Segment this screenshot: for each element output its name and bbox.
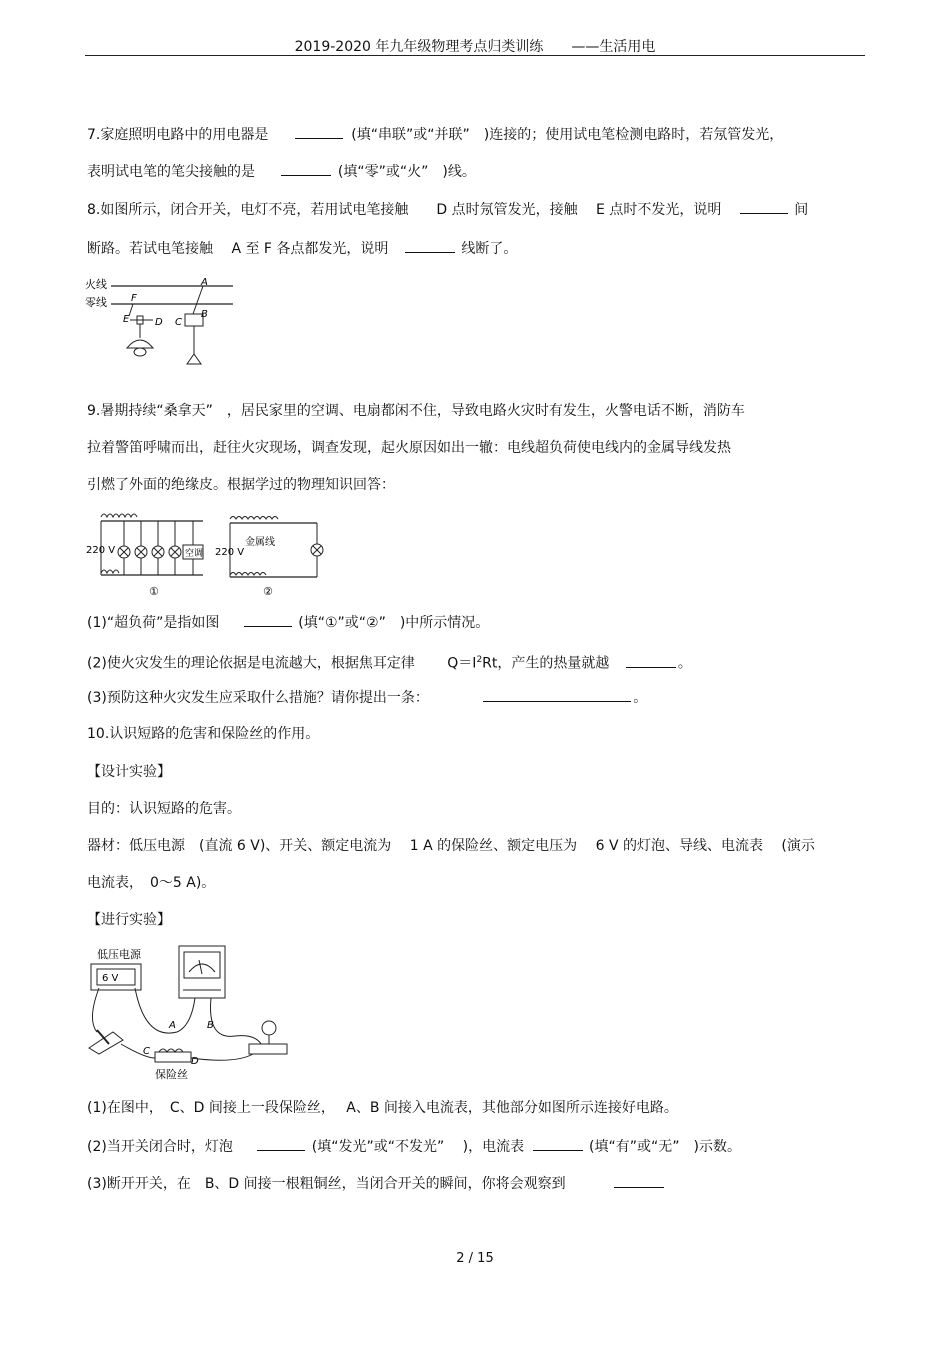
point-f: F — [131, 293, 137, 304]
q8-text-a: 8.如图所示，闭合开关，电灯不亮，若用试电笔接触 D 点时氖管发光，接触 E 点时不发光，说明 — [87, 202, 722, 218]
overheat-marks-top — [101, 514, 137, 517]
q10-sub2-text-c: (填“有”或“无” )示数。 — [589, 1139, 741, 1155]
q10-equipment-2: 电流表， 0～5 A)。 — [87, 875, 216, 891]
q8-text-d: 线断了。 — [461, 241, 518, 257]
q7-blank-2[interactable] — [281, 161, 331, 176]
q10-circuit-figure — [85, 940, 295, 1085]
fig2-overheat-bottom — [230, 573, 266, 576]
q10-equipment-1: 器材：低压电源 (直流 6 V)、开关、额定电流为 1 A 的保险丝、额定电压为 6 V 的灯泡、导线、电流表 (演示 — [87, 838, 815, 854]
q10-blank-2[interactable] — [533, 1136, 583, 1151]
point-d-label: D — [191, 1056, 199, 1067]
q8-line2 — [87, 238, 517, 259]
q10-sub2-text-b: (填“发光”或“不发光” )，电流表 — [311, 1139, 525, 1155]
q7-line1 — [87, 124, 783, 145]
wire-to-a — [135, 988, 195, 1033]
q10-blank-3[interactable] — [614, 1173, 664, 1188]
ammeter-dial — [184, 952, 220, 978]
q10-conduct-heading: 【进行实验】 — [87, 912, 171, 928]
page-number: 2 / 15 — [456, 1251, 494, 1266]
q8-blank-2[interactable] — [405, 238, 455, 253]
q8-text-b: 间 — [794, 202, 809, 218]
fig2-voltage-label: 220 V — [215, 547, 245, 558]
power-source-label: 低压电源 — [97, 948, 141, 961]
q9-sub3-text-b: 。 — [633, 690, 648, 706]
q9-line2: 拉着警笛呼啸而出，赶往火灾现场，调查发现，起火原因如出一辙：电线超负荷使电线内的金属导线发热 — [87, 440, 731, 456]
q10-blank-1[interactable] — [257, 1136, 305, 1151]
lamp-shade-icon — [127, 340, 153, 348]
q9-blank-3[interactable] — [483, 687, 631, 702]
q9-circuit-figure — [85, 505, 325, 600]
q9-blank-1[interactable] — [244, 612, 292, 627]
q9-sub2-text-b: Rt，产生的热量就越 — [482, 655, 610, 672]
fuse-label: 保险丝 — [155, 1068, 188, 1081]
q8-circuit-figure — [85, 272, 235, 372]
header-rule — [85, 55, 865, 56]
point-b-label: B — [207, 1020, 214, 1031]
power-source-voltage: 6 V — [102, 973, 119, 984]
q7-text-d: (填“零”或“火” )线。 — [337, 164, 476, 180]
point-c: C — [175, 317, 182, 328]
metal-wire-label: 金属线 — [245, 537, 275, 548]
bulb-icon — [134, 348, 146, 356]
q7-blank-1[interactable] — [295, 124, 343, 139]
ammeter-scale — [189, 964, 215, 972]
q9-line1: 9.暑期持续“桑拿天” ，居民家里的空调、电扇都闲不住，导致电路火灾时有发生，火警电话不断，消防车 — [87, 403, 745, 419]
q10-sub2-text-a: (2)当开关闭合时，灯泡 — [87, 1139, 233, 1155]
q9-blank-2[interactable] — [626, 653, 676, 668]
page-header: 2019-2020 年九年级物理考点归类训练 ——生活用电 — [294, 39, 656, 55]
wire-b-to-lamp — [211, 998, 262, 1044]
q7-line2 — [87, 161, 476, 182]
point-c-label: C — [143, 1046, 150, 1057]
q9-sub1-text-b: (填“①”或“②” )中所示情况。 — [298, 615, 490, 631]
lamp-base — [249, 1044, 287, 1054]
q10-design-heading: 【设计实验】 — [87, 764, 171, 780]
q10-sub1: (1)在图中， C、D 间接上一段保险丝， A、B 间接入电流表，其他部分如图所示连接好电路。 — [87, 1100, 678, 1116]
switch-icon — [187, 354, 201, 364]
ammeter-needle — [199, 960, 202, 974]
ac-unit-label: 空调 — [185, 549, 204, 559]
fig1-voltage-label: 220 V — [86, 545, 116, 556]
fig1-lamps — [118, 521, 193, 575]
wire-fuse-lamp — [191, 1054, 253, 1060]
q9-sub1 — [87, 612, 489, 633]
live-wire-label: 火线 — [85, 278, 107, 291]
q7-text-c: 表明试电笔的笔尖接触的是 — [87, 164, 255, 180]
q9-sub2-exponent: 2 — [476, 655, 483, 665]
q9-sub3-text-a: (3)预防这种火灾发生应采取什么措施？请你提出一条： — [87, 690, 429, 706]
knife-switch-icon — [89, 1032, 123, 1054]
point-d: D — [155, 317, 163, 328]
wire-f — [129, 304, 133, 316]
q10-purpose: 目的：认识短路的危害。 — [87, 801, 241, 817]
q9-sub2-text-c: 。 — [677, 655, 692, 672]
fuse-holder — [155, 1052, 191, 1062]
q7-text-b: (填“串联”或“并联” )连接的；使用试电笔检测电路时，若氖管发光， — [351, 127, 784, 143]
q10-title: 10.认识短路的危害和保险丝的作用。 — [87, 726, 320, 742]
point-e: E — [123, 314, 130, 325]
q8-blank-1[interactable] — [740, 199, 788, 214]
point-a: A — [201, 277, 208, 288]
q7-text-a: 7.家庭照明电路中的用电器是 — [87, 127, 269, 143]
overheat-marks-bottom — [101, 570, 119, 573]
q9-sub1-text-a: (1)“超负荷”是指如图 — [87, 615, 220, 631]
q9-sub3 — [87, 687, 647, 708]
fig2-caption: ② — [263, 585, 273, 598]
q10-sub3 — [87, 1173, 664, 1194]
neutral-wire-label: 零线 — [85, 296, 107, 309]
q8-text-c: 断路。若试电笔接触 A 至 F 各点都发光，说明 — [87, 241, 389, 257]
point-b: B — [201, 309, 208, 320]
fig2-overheat-top — [230, 517, 278, 520]
wire-source-switch — [92, 988, 99, 1032]
q9-line3: 引燃了外面的绝缘皮。根据学过的物理知识回答： — [87, 477, 395, 493]
q10-sub2 — [87, 1136, 741, 1157]
point-a-label: A — [169, 1020, 176, 1031]
q8-line1 — [87, 199, 808, 220]
q9-sub2-text-a: (2)使火灾发生的理论依据是电流越大，根据焦耳定律 Q＝I — [87, 655, 477, 672]
q9-sub2 — [87, 650, 692, 674]
lamp-bulb-icon — [262, 1021, 276, 1035]
fig1-caption: ① — [149, 585, 159, 598]
q10-sub3-text: (3)断开开关，在 B、D 间接一根粗铜丝，当闭合开关的瞬间，你将会观察到 — [87, 1176, 566, 1192]
